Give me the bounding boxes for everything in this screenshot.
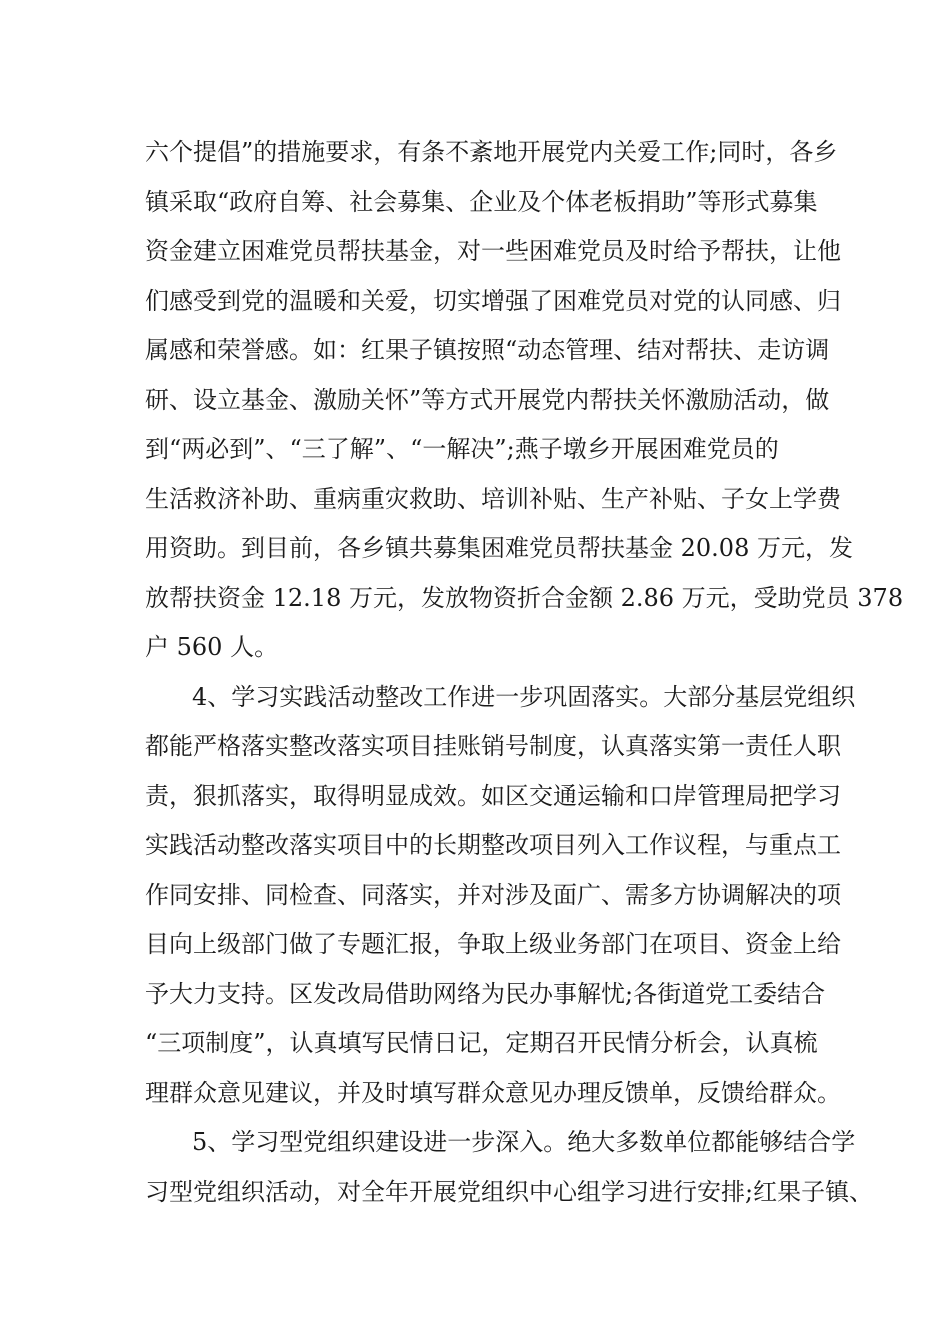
body-text-line: “三项制度”，认真填写民情日记，定期召开民情分析会，认真梳 [145,1029,818,1057]
body-text-line: 责，狠抓落实，取得明显成效。如区交通运输和口岸管理局把学习 [145,782,841,810]
body-text-line: 六个提倡”的措施要求，有条不紊地开展党内关爱工作;同时，各乡 [145,138,838,166]
body-text-line: 目向上级部门做了专题汇报，争取上级业务部门在项目、资金上给 [145,930,841,958]
body-text-line: 都能严格落实整改落实项目挂账销号制度，认真落实第一责任人职 [145,732,841,760]
body-text-line: 研、设立基金、激励关怀”等方式开展党内帮扶关怀激励活动，做 [145,386,830,414]
body-text-line: 放帮扶资金 12.18 万元，发放物资折合金额 2.86 万元，受助党员 378 [145,584,904,612]
body-text-line: 属感和荣誉感。如：红果子镇按照“动态管理、结对帮扶、走访调 [145,336,830,364]
paragraph-4-first-line: 4、学习实践活动整改工作进一步巩固落实。大部分基层党组织 [192,683,856,711]
body-text-line: 到“两必到”、“三了解”、“一解决”;燕子墩乡开展困难党员的 [145,435,779,463]
body-text-line: 习型党组织活动，对全年开展党组织中心组学习进行安排;红果子镇、 [145,1178,874,1206]
body-text-line: 予大力支持。区发改局借助网络为民办事解忧;各街道党工委结合 [145,980,826,1008]
body-text-line: 们感受到党的温暖和关爱，切实增强了困难党员对党的认同感、归 [145,287,841,315]
body-text-line: 户 560 人。 [145,633,279,661]
body-text-line: 生活救济补助、重病重灾救助、培训补贴、生产补贴、子女上学费 [145,485,841,513]
body-text-line: 理群众意见建议，并及时填写群众意见办理反馈单，反馈给群众。 [145,1079,841,1107]
body-text-line: 实践活动整改落实项目中的长期整改项目列入工作议程，与重点工 [145,831,841,859]
body-text-line: 资金建立困难党员帮扶基金，对一些困难党员及时给予帮扶，让他 [145,237,841,265]
paragraph-5-first-line: 5、学习型党组织建设进一步深入。绝大多数单位都能够结合学 [192,1128,856,1156]
body-text-line: 镇采取“政府自筹、社会募集、企业及个体老板捐助”等形式募集 [145,188,818,216]
body-text-line: 用资助。到目前，各乡镇共募集困难党员帮扶基金 20.08 万元，发 [145,534,853,562]
body-text-line: 作同安排、同检查、同落实，并对涉及面广、需多方协调解决的项 [145,881,841,909]
